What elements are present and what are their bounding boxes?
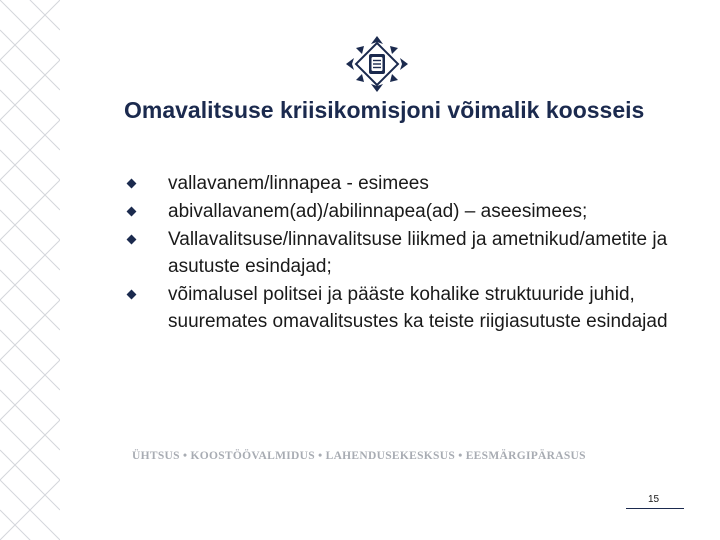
page-number: 15 [648, 494, 660, 505]
state-crest-icon [342, 34, 412, 94]
list-item [128, 170, 688, 197]
page-number-underline [626, 508, 684, 509]
bullet-list [128, 170, 688, 336]
diamond-bullet-icon [127, 179, 137, 189]
diamond-bullet-icon [127, 290, 137, 300]
diamond-bullet-icon [127, 207, 137, 217]
list-item [128, 281, 688, 335]
lattice-decoration [0, 0, 60, 540]
diamond-bullet-icon [127, 235, 137, 245]
list-item [128, 226, 688, 280]
motto-footer: ÜHTSUS • KOOSTÖÖVALMIDUS • LAHENDUSEKESKSUS • EESMÄRGIPÄRASUS [132, 450, 586, 462]
slide-title: Omavalitsuse kriisikomisjoni võimalik koosseis [124, 97, 645, 123]
list-item-text: Vallavalitsuse/linnavalitsuse liikmed ja ametnikud/ametite ja asutuste esindajad; [168, 229, 668, 277]
list-item-text: vallavanem/linnapea - esimees [168, 173, 429, 194]
list-item-text: abivallavanem(ad)/abilinnapea(ad) – aseesimees; [168, 201, 588, 222]
list-item [128, 198, 688, 225]
list-item-text: võimalusel politsei ja pääste kohalike struktuuride juhid, suuremates omavalitsustes ka teiste riigiasutuste esindajad [168, 284, 668, 332]
